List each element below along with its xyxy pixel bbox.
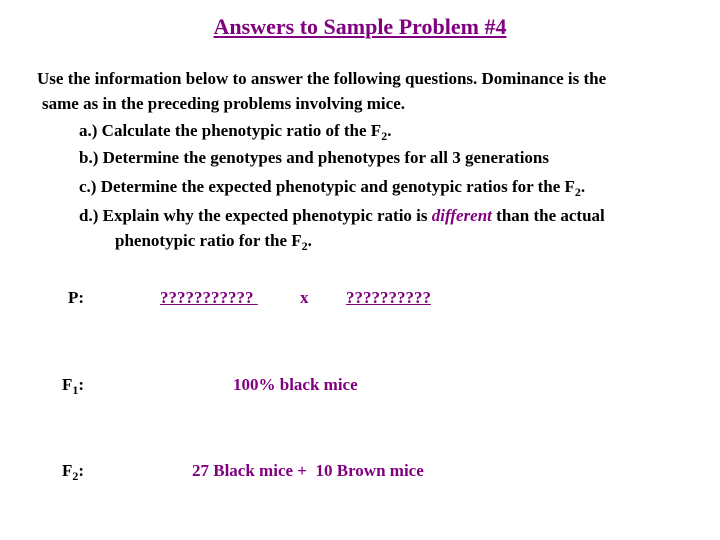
question-d: d.) Explain why the expected phenotypic ratio is different than the actual bbox=[79, 206, 605, 225]
parent-1-genotype: ??????????? bbox=[160, 288, 258, 307]
f1-result: 100% black mice bbox=[233, 375, 358, 394]
f2-result: 27 Black mice + 10 Brown mice bbox=[192, 461, 424, 480]
p-generation-label: P: bbox=[68, 288, 85, 307]
page-title: Answers to Sample Problem #4 bbox=[213, 14, 507, 39]
question-a: a.) Calculate the phenotypic ratio of the $F_2$. bbox=[79, 121, 392, 143]
instructions bbox=[37, 66, 717, 116]
cross-symbol: x bbox=[300, 288, 309, 307]
question-b: b.) Determine the genotypes and phenotypes for all 3 generations bbox=[79, 148, 549, 167]
question-d-continued: phenotypic ratio for the $F_2$. bbox=[115, 231, 312, 253]
f2-generation-label: $F_2$: bbox=[62, 461, 85, 483]
emphasis-different: different bbox=[431, 206, 492, 225]
f1-generation-label: $F_1$: bbox=[62, 375, 85, 397]
instructions-line-1: Use the information below to answer the following questions. Dominance is the bbox=[37, 69, 607, 88]
instructions-line-2: same as in the preceding problems involving mice. bbox=[42, 94, 405, 113]
parent-2-genotype: ?????????? bbox=[346, 288, 431, 307]
question-c: c.) Determine the expected phenotypic and genotypic ratios for the $F_2$. bbox=[79, 177, 586, 199]
